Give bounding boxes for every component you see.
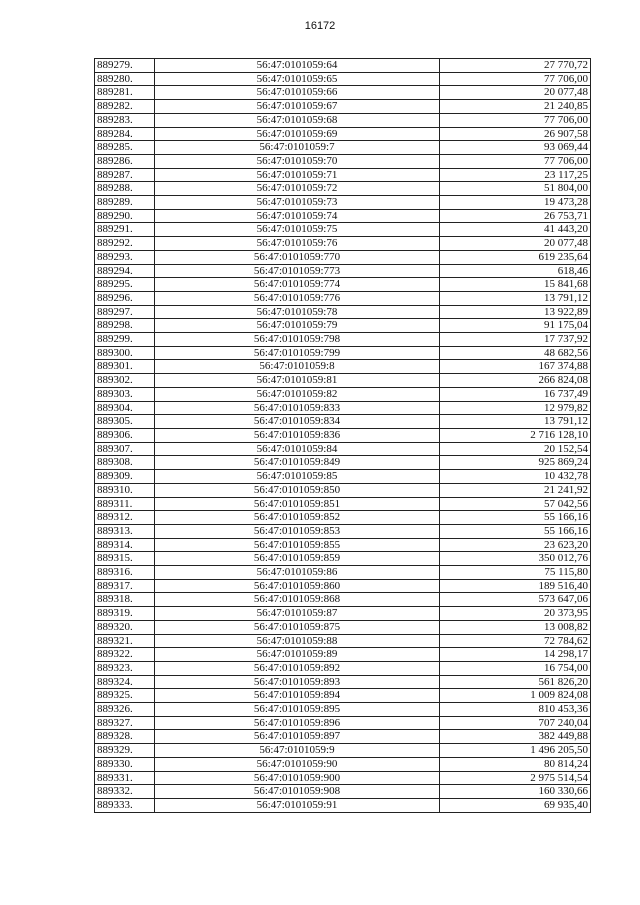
cadastral-number-cell: 56:47:0101059:76 xyxy=(155,237,440,251)
table-row xyxy=(95,319,591,333)
value-cell: 160 330,66 xyxy=(440,785,591,799)
cadastral-number-cell: 56:47:0101059:75 xyxy=(155,223,440,237)
row-number-cell: 889284. xyxy=(95,127,155,141)
row-number-cell: 889281. xyxy=(95,86,155,100)
table-row xyxy=(95,470,591,484)
cadastral-number-cell: 56:47:0101059:893 xyxy=(155,675,440,689)
row-number-cell: 889308. xyxy=(95,456,155,470)
value-cell: 350 012,76 xyxy=(440,552,591,566)
row-number-cell: 889328. xyxy=(95,730,155,744)
table-row xyxy=(95,196,591,210)
value-cell: 27 770,72 xyxy=(440,59,591,73)
cadastral-number-cell: 56:47:0101059:65 xyxy=(155,72,440,86)
table-row xyxy=(95,250,591,264)
value-cell: 618,46 xyxy=(440,264,591,278)
cadastral-number-cell: 56:47:0101059:895 xyxy=(155,703,440,717)
cadastral-number-cell: 56:47:0101059:74 xyxy=(155,209,440,223)
value-cell: 51 804,00 xyxy=(440,182,591,196)
value-cell: 20 077,48 xyxy=(440,237,591,251)
table-row xyxy=(95,223,591,237)
value-cell: 41 443,20 xyxy=(440,223,591,237)
value-cell: 26 907,58 xyxy=(440,127,591,141)
table-row xyxy=(95,744,591,758)
row-number-cell: 889297. xyxy=(95,305,155,319)
cadastral-number-cell: 56:47:0101059:89 xyxy=(155,648,440,662)
row-number-cell: 889292. xyxy=(95,237,155,251)
cadastral-number-cell: 56:47:0101059:859 xyxy=(155,552,440,566)
row-number-cell: 889305. xyxy=(95,415,155,429)
table-row xyxy=(95,209,591,223)
value-cell: 55 166,16 xyxy=(440,524,591,538)
value-cell: 810 453,36 xyxy=(440,703,591,717)
row-number-cell: 889280. xyxy=(95,72,155,86)
cadastral-number-cell: 56:47:0101059:773 xyxy=(155,264,440,278)
value-cell: 75 115,80 xyxy=(440,566,591,580)
value-cell: 707 240,04 xyxy=(440,716,591,730)
row-number-cell: 889282. xyxy=(95,100,155,114)
row-number-cell: 889318. xyxy=(95,593,155,607)
value-cell: 20 152,54 xyxy=(440,442,591,456)
row-number-cell: 889279. xyxy=(95,59,155,73)
table-row xyxy=(95,59,591,73)
value-cell: 10 432,78 xyxy=(440,470,591,484)
row-number-cell: 889303. xyxy=(95,387,155,401)
cadastral-number-cell: 56:47:0101059:81 xyxy=(155,374,440,388)
row-number-cell: 889327. xyxy=(95,716,155,730)
value-cell: 16 754,00 xyxy=(440,661,591,675)
table-row xyxy=(95,703,591,717)
cadastral-number-cell: 56:47:0101059:64 xyxy=(155,59,440,73)
row-number-cell: 889325. xyxy=(95,689,155,703)
row-number-cell: 889316. xyxy=(95,566,155,580)
value-cell: 13 791,12 xyxy=(440,415,591,429)
table-row xyxy=(95,72,591,86)
cadastral-number-cell: 56:47:0101059:851 xyxy=(155,497,440,511)
table-row xyxy=(95,524,591,538)
table-row xyxy=(95,415,591,429)
value-cell: 57 042,56 xyxy=(440,497,591,511)
table-row xyxy=(95,593,591,607)
row-number-cell: 889311. xyxy=(95,497,155,511)
row-number-cell: 889294. xyxy=(95,264,155,278)
cadastral-number-cell: 56:47:0101059:774 xyxy=(155,278,440,292)
value-cell: 16 737,49 xyxy=(440,387,591,401)
table-row xyxy=(95,113,591,127)
value-cell: 69 935,40 xyxy=(440,798,591,812)
row-number-cell: 889330. xyxy=(95,757,155,771)
table-row xyxy=(95,634,591,648)
table-row xyxy=(95,442,591,456)
table-row xyxy=(95,620,591,634)
cadastral-number-cell: 56:47:0101059:78 xyxy=(155,305,440,319)
value-cell: 13 008,82 xyxy=(440,620,591,634)
row-number-cell: 889312. xyxy=(95,511,155,525)
table-row xyxy=(95,333,591,347)
table-row xyxy=(95,456,591,470)
table-row xyxy=(95,607,591,621)
row-number-cell: 889307. xyxy=(95,442,155,456)
cadastral-number-cell: 56:47:0101059:850 xyxy=(155,483,440,497)
table-row xyxy=(95,552,591,566)
table-row xyxy=(95,661,591,675)
row-number-cell: 889296. xyxy=(95,291,155,305)
value-cell: 72 784,62 xyxy=(440,634,591,648)
value-cell: 17 737,92 xyxy=(440,333,591,347)
table-row xyxy=(95,100,591,114)
cadastral-number-cell: 56:47:0101059:72 xyxy=(155,182,440,196)
cadastral-number-cell: 56:47:0101059:849 xyxy=(155,456,440,470)
cadastral-number-cell: 56:47:0101059:82 xyxy=(155,387,440,401)
table-row xyxy=(95,86,591,100)
value-cell: 20 077,48 xyxy=(440,86,591,100)
cadastral-number-cell: 56:47:0101059:860 xyxy=(155,579,440,593)
row-number-cell: 889314. xyxy=(95,538,155,552)
row-number-cell: 889301. xyxy=(95,360,155,374)
table-row xyxy=(95,798,591,812)
row-number-cell: 889295. xyxy=(95,278,155,292)
table-row xyxy=(95,785,591,799)
cadastral-number-cell: 56:47:0101059:69 xyxy=(155,127,440,141)
cadastral-number-cell: 56:47:0101059:834 xyxy=(155,415,440,429)
value-cell: 15 841,68 xyxy=(440,278,591,292)
row-number-cell: 889300. xyxy=(95,346,155,360)
row-number-cell: 889293. xyxy=(95,250,155,264)
table-row xyxy=(95,497,591,511)
table-row xyxy=(95,154,591,168)
cadastral-number-cell: 56:47:0101059:88 xyxy=(155,634,440,648)
value-cell: 12 979,82 xyxy=(440,401,591,415)
table-row xyxy=(95,730,591,744)
table-row xyxy=(95,346,591,360)
value-cell: 573 647,06 xyxy=(440,593,591,607)
row-number-cell: 889309. xyxy=(95,470,155,484)
table-row xyxy=(95,237,591,251)
value-cell: 21 241,92 xyxy=(440,483,591,497)
value-cell: 382 449,88 xyxy=(440,730,591,744)
value-cell: 48 682,56 xyxy=(440,346,591,360)
cadastral-number-cell: 56:47:0101059:868 xyxy=(155,593,440,607)
cadastral-number-cell: 56:47:0101059:66 xyxy=(155,86,440,100)
value-cell: 19 473,28 xyxy=(440,196,591,210)
table-row xyxy=(95,360,591,374)
value-cell: 77 706,00 xyxy=(440,113,591,127)
cadastral-number-cell: 56:47:0101059:908 xyxy=(155,785,440,799)
table-row xyxy=(95,675,591,689)
cadastral-number-cell: 56:47:0101059:853 xyxy=(155,524,440,538)
cadastral-number-cell: 56:47:0101059:71 xyxy=(155,168,440,182)
cadastral-number-cell: 56:47:0101059:85 xyxy=(155,470,440,484)
cadastral-number-cell: 56:47:0101059:855 xyxy=(155,538,440,552)
table-row xyxy=(95,757,591,771)
value-cell: 1 496 205,50 xyxy=(440,744,591,758)
value-cell: 91 175,04 xyxy=(440,319,591,333)
cadastral-number-cell: 56:47:0101059:900 xyxy=(155,771,440,785)
table-row xyxy=(95,291,591,305)
row-number-cell: 889289. xyxy=(95,196,155,210)
value-cell: 13 791,12 xyxy=(440,291,591,305)
cadastral-number-cell: 56:47:0101059:70 xyxy=(155,154,440,168)
value-cell: 561 826,20 xyxy=(440,675,591,689)
cadastral-number-cell: 56:47:0101059:776 xyxy=(155,291,440,305)
row-number-cell: 889332. xyxy=(95,785,155,799)
value-cell: 13 922,89 xyxy=(440,305,591,319)
table-row xyxy=(95,538,591,552)
table-row xyxy=(95,579,591,593)
row-number-cell: 889329. xyxy=(95,744,155,758)
value-cell: 2 716 128,10 xyxy=(440,428,591,442)
value-cell: 26 753,71 xyxy=(440,209,591,223)
cadastral-number-cell: 56:47:0101059:875 xyxy=(155,620,440,634)
row-number-cell: 889313. xyxy=(95,524,155,538)
row-number-cell: 889298. xyxy=(95,319,155,333)
value-cell: 80 814,24 xyxy=(440,757,591,771)
table-body xyxy=(95,59,591,813)
table-row xyxy=(95,428,591,442)
row-number-cell: 889283. xyxy=(95,113,155,127)
cadastral-number-cell: 56:47:0101059:896 xyxy=(155,716,440,730)
table-row xyxy=(95,374,591,388)
row-number-cell: 889326. xyxy=(95,703,155,717)
row-number-cell: 889285. xyxy=(95,141,155,155)
table-row xyxy=(95,401,591,415)
row-number-cell: 889291. xyxy=(95,223,155,237)
row-number-cell: 889331. xyxy=(95,771,155,785)
cadastral-number-cell: 56:47:0101059:86 xyxy=(155,566,440,580)
row-number-cell: 889306. xyxy=(95,428,155,442)
row-number-cell: 889286. xyxy=(95,154,155,168)
cadastral-number-cell: 56:47:0101059:897 xyxy=(155,730,440,744)
value-cell: 266 824,08 xyxy=(440,374,591,388)
cadastral-number-cell: 56:47:0101059:7 xyxy=(155,141,440,155)
row-number-cell: 889304. xyxy=(95,401,155,415)
value-cell: 20 373,95 xyxy=(440,607,591,621)
value-cell: 23 623,20 xyxy=(440,538,591,552)
table-row xyxy=(95,182,591,196)
cadastral-number-cell: 56:47:0101059:79 xyxy=(155,319,440,333)
row-number-cell: 889315. xyxy=(95,552,155,566)
cadastral-number-cell: 56:47:0101059:833 xyxy=(155,401,440,415)
cadastral-number-cell: 56:47:0101059:68 xyxy=(155,113,440,127)
cadastral-number-cell: 56:47:0101059:90 xyxy=(155,757,440,771)
row-number-cell: 889322. xyxy=(95,648,155,662)
row-number-cell: 889319. xyxy=(95,607,155,621)
value-cell: 23 117,25 xyxy=(440,168,591,182)
cadastral-number-cell: 56:47:0101059:84 xyxy=(155,442,440,456)
table-row xyxy=(95,566,591,580)
cadastral-number-cell: 56:47:0101059:91 xyxy=(155,798,440,812)
table-row xyxy=(95,648,591,662)
row-number-cell: 889310. xyxy=(95,483,155,497)
row-number-cell: 889288. xyxy=(95,182,155,196)
table-row xyxy=(95,141,591,155)
row-number-cell: 889321. xyxy=(95,634,155,648)
cadastral-number-cell: 56:47:0101059:8 xyxy=(155,360,440,374)
table-row xyxy=(95,689,591,703)
value-cell: 2 975 514,54 xyxy=(440,771,591,785)
row-number-cell: 889317. xyxy=(95,579,155,593)
cadastral-number-cell: 56:47:0101059:770 xyxy=(155,250,440,264)
cadastral-number-cell: 56:47:0101059:892 xyxy=(155,661,440,675)
table-row xyxy=(95,278,591,292)
row-number-cell: 889302. xyxy=(95,374,155,388)
row-number-cell: 889323. xyxy=(95,661,155,675)
value-cell: 619 235,64 xyxy=(440,250,591,264)
cadastral-number-cell: 56:47:0101059:87 xyxy=(155,607,440,621)
cadastral-number-cell: 56:47:0101059:67 xyxy=(155,100,440,114)
cadastral-number-cell: 56:47:0101059:9 xyxy=(155,744,440,758)
value-cell: 93 069,44 xyxy=(440,141,591,155)
table-row xyxy=(95,168,591,182)
value-cell: 77 706,00 xyxy=(440,154,591,168)
value-cell: 167 374,88 xyxy=(440,360,591,374)
cadastral-number-cell: 56:47:0101059:73 xyxy=(155,196,440,210)
row-number-cell: 889333. xyxy=(95,798,155,812)
row-number-cell: 889324. xyxy=(95,675,155,689)
row-number-cell: 889320. xyxy=(95,620,155,634)
value-cell: 1 009 824,08 xyxy=(440,689,591,703)
value-cell: 21 240,85 xyxy=(440,100,591,114)
table-row xyxy=(95,127,591,141)
cadastral-number-cell: 56:47:0101059:799 xyxy=(155,346,440,360)
row-number-cell: 889299. xyxy=(95,333,155,347)
row-number-cell: 889287. xyxy=(95,168,155,182)
table-row xyxy=(95,387,591,401)
value-cell: 925 869,24 xyxy=(440,456,591,470)
table-row xyxy=(95,264,591,278)
page-number: 16172 xyxy=(304,20,336,32)
table-row xyxy=(95,716,591,730)
value-cell: 77 706,00 xyxy=(440,72,591,86)
value-cell: 55 166,16 xyxy=(440,511,591,525)
row-number-cell: 889290. xyxy=(95,209,155,223)
cadastral-number-cell: 56:47:0101059:836 xyxy=(155,428,440,442)
table-row xyxy=(95,305,591,319)
table-row xyxy=(95,483,591,497)
value-cell: 14 298,17 xyxy=(440,648,591,662)
cadastral-value-table xyxy=(94,58,591,813)
cadastral-number-cell: 56:47:0101059:852 xyxy=(155,511,440,525)
cadastral-number-cell: 56:47:0101059:894 xyxy=(155,689,440,703)
cadastral-number-cell: 56:47:0101059:798 xyxy=(155,333,440,347)
table-row xyxy=(95,771,591,785)
table-row xyxy=(95,511,591,525)
value-cell: 189 516,40 xyxy=(440,579,591,593)
